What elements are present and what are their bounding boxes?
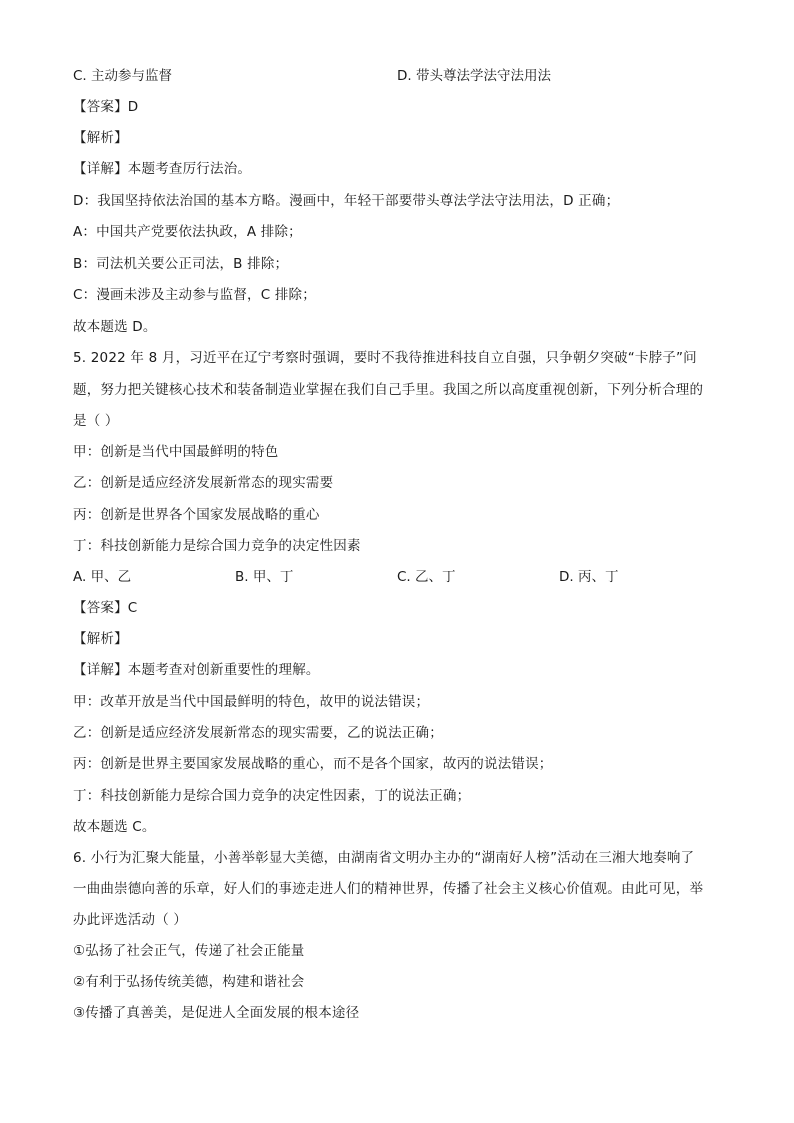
q5-option-d: D. 丙、丁 bbox=[559, 569, 619, 585]
q5-stem-line: 是（ ） bbox=[73, 413, 119, 429]
q5-item: 丁：科技创新能力是综合国力竞争的决定性因素 bbox=[73, 538, 361, 554]
q6-stem-line: 办此评选活动（ ） bbox=[73, 912, 188, 928]
q4-detail: 【详解】本题考查厉行法治。 bbox=[73, 161, 252, 177]
q4-answer: 【答案】D bbox=[73, 99, 139, 115]
q4-explanation-line: C：漫画未涉及主动参与监督，C 排除； bbox=[73, 287, 316, 303]
q5-options-row bbox=[73, 568, 753, 586]
q5-item: 乙：创新是适应经济发展新常态的现实需要 bbox=[73, 475, 334, 491]
q4-analysis-heading: 【解析】 bbox=[73, 130, 128, 146]
q5-detail: 【详解】本题考查对创新重要性的理解。 bbox=[73, 662, 320, 678]
q4-option-c: C. 主动参与监督 bbox=[73, 68, 173, 84]
q5-stem-line: 题，努力把关键核心技术和装备制造业掌握在我们自己手里。我国之所以高度重视创新，下列分析合理的 bbox=[73, 382, 704, 398]
q6-item: ②有利于弘扬传统美德，构建和谐社会 bbox=[73, 974, 305, 990]
q6-stem-line: 一曲曲崇德向善的乐章，好人们的事迹走进人们的精神世界，传播了社会主义核心价值观。由此可见，举 bbox=[73, 881, 704, 897]
q5-item: 丙：创新是世界各个国家发展战略的重心 bbox=[73, 507, 320, 523]
q5-analysis-heading: 【解析】 bbox=[73, 631, 128, 647]
q5-explanation-line: 丙：创新是世界主要国家发展战略的重心，而不是各个国家，故丙的说法错误； bbox=[73, 756, 553, 772]
q4-option-d: D. 带头尊法学法守法用法 bbox=[397, 68, 551, 84]
q4-explanation-line: A：中国共产党要依法执政，A 排除； bbox=[73, 224, 302, 240]
q6-stem-line: 6. 小行为汇聚大能量，小善举彰显大美德，由湖南省文明办主办的“湖南好人榜”活动在三湘大地奏响了 bbox=[73, 850, 695, 866]
q5-option-a: A. 甲、乙 bbox=[73, 569, 132, 585]
q4-options-row bbox=[73, 67, 753, 85]
q4-conclusion: 故本题选 D。 bbox=[73, 319, 157, 335]
q4-explanation-line: B：司法机关要公正司法，B 排除； bbox=[73, 256, 289, 272]
q4-explanation-line: D：我国坚持依法治国的基本方略。漫画中，年轻干部要带头尊法学法守法用法，D 正确； bbox=[73, 193, 620, 209]
q5-answer: 【答案】C bbox=[73, 600, 138, 616]
q6-item: ①弘扬了社会正气，传递了社会正能量 bbox=[73, 943, 305, 959]
q5-option-c: C. 乙、丁 bbox=[397, 569, 456, 585]
q5-option-b: B. 甲、丁 bbox=[235, 569, 294, 585]
q5-explanation-line: 丁：科技创新能力是综合国力竞争的决定性因素，丁的说法正确； bbox=[73, 788, 471, 804]
q5-explanation-line: 乙：创新是适应经济发展新常态的现实需要，乙的说法正确； bbox=[73, 725, 443, 741]
q5-conclusion: 故本题选 C。 bbox=[73, 819, 156, 835]
q5-item: 甲：创新是当代中国最鲜明的特色 bbox=[73, 444, 279, 460]
q5-stem-line: 5. 2022 年 8 月，习近平在辽宁考察时强调，要时不我待推进科技自立自强，只争朝夕突破“卡脖子”问 bbox=[73, 350, 697, 366]
q6-item: ③传播了真善美，是促进人全面发展的根本途径 bbox=[73, 1005, 360, 1021]
q5-explanation-line: 甲：改革开放是当代中国最鲜明的特色，故甲的说法错误； bbox=[73, 694, 430, 710]
